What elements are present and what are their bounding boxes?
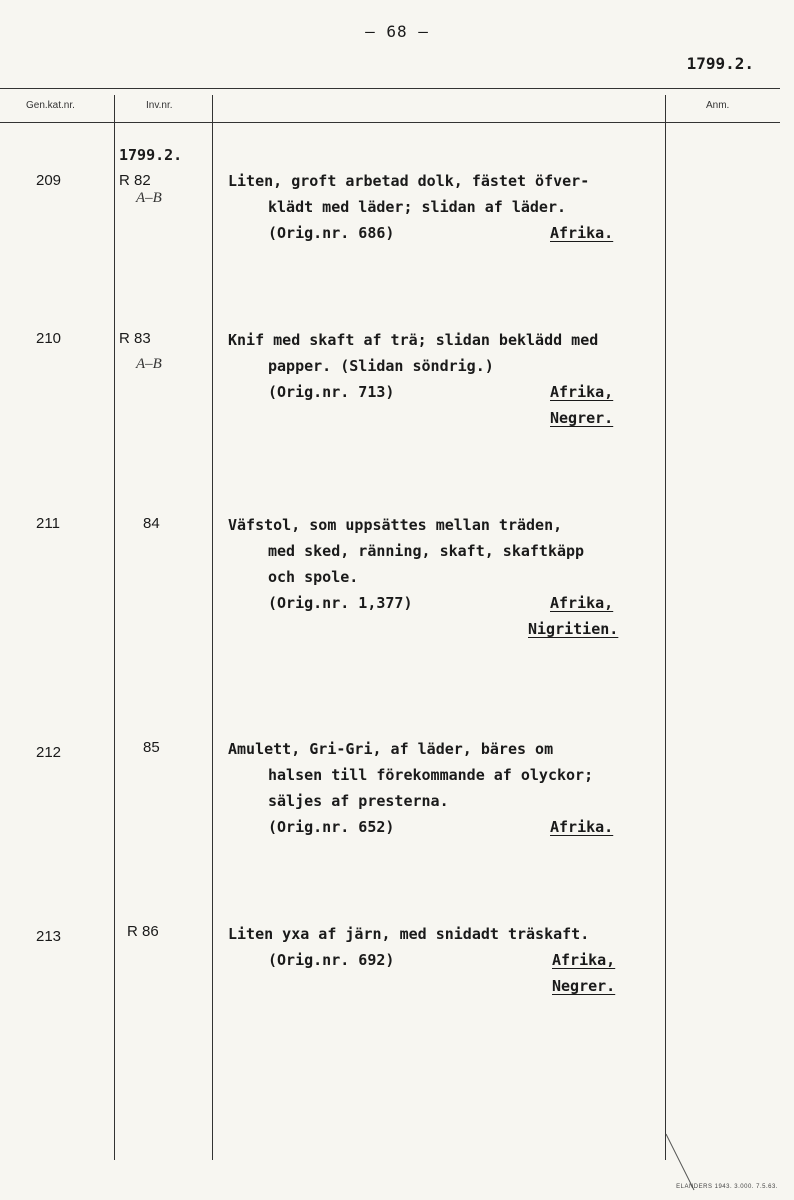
orig-row [228,814,658,840]
entry-description [228,327,658,427]
inv-sub-label: A–B [136,356,162,372]
region-label: Afrika. [550,818,614,836]
column-header-inv: Inv.nr. [146,100,173,111]
printer-imprint: ELANDERS 1943. 3.000. 7.5.63. [676,1184,778,1190]
catalog-number: 1799.2. [686,54,754,73]
column-divider-desc [212,95,213,1160]
orig-number: (Orig.nr. 686) [268,224,395,242]
inv-number: 85 [143,739,160,756]
inv-number: 84 [143,515,160,532]
column-header-gen-kat: Gen.kat.nr. [26,100,75,111]
gen-kat-number: 212 [36,744,62,761]
inventory-series-number: 1799.2. [119,146,183,164]
header-top-rule [0,88,780,89]
orig-row [228,379,658,427]
description-line: Väfstol, som uppsättes mellan träden, [228,516,563,534]
region-label: Negrer. [552,977,616,995]
description-line: papper. (Slidan söndrig.) [268,357,494,375]
inv-number: R 86 [127,923,159,940]
description-line: klädt med läder; slidan af läder. [268,198,567,216]
region-label: Afrika. [550,224,614,242]
orig-number: (Orig.nr. 692) [268,951,395,969]
gen-kat-number: 213 [36,928,62,945]
description-line: Knif med skaft af trä; slidan beklädd med [228,331,599,349]
region-label: Negrer. [550,409,614,427]
orig-row [228,590,658,638]
description-line: säljes af presterna. [268,792,449,810]
inv-sub-label: A–B [136,190,162,206]
region-label: Afrika, [552,951,616,969]
inv-number: R 82 [119,172,151,189]
description-line: Liten, groft arbetad dolk, fästet öfver- [228,172,590,190]
column-header-anm: Anm. [706,100,730,111]
description-line: halsen till förekommande af olyckor; [268,766,594,784]
gen-kat-number: 210 [36,330,62,347]
description-line: med sked, ränning, skaft, skaftkäpp [268,542,585,560]
entry-description [228,736,658,840]
orig-number: (Orig.nr. 713) [268,383,395,401]
entry-description [228,921,658,995]
orig-number: (Orig.nr. 652) [268,818,395,836]
entry-description [228,512,658,638]
gen-kat-number: 209 [36,172,62,189]
pencil-stroke-mark [664,1132,704,1192]
orig-row [228,947,658,995]
orig-row [228,220,658,246]
description-line: Amulett, Gri-Gri, af läder, bäres om [228,740,554,758]
inv-number: R 83 [119,330,151,347]
column-divider-anm [665,95,666,1160]
gen-kat-number: 211 [36,515,60,532]
region-label: Afrika, [550,594,614,612]
orig-number: (Orig.nr. 1,377) [268,594,413,612]
page-number: — 68 — [365,22,429,41]
entry-description [228,168,658,246]
region-label: Afrika, [550,383,614,401]
column-divider-inv [114,95,115,1160]
header-bottom-rule [0,122,780,123]
description-line: och spole. [268,568,359,586]
description-line: Liten yxa af järn, med snidadt träskaft. [228,925,590,943]
region-label: Nigritien. [528,620,619,638]
